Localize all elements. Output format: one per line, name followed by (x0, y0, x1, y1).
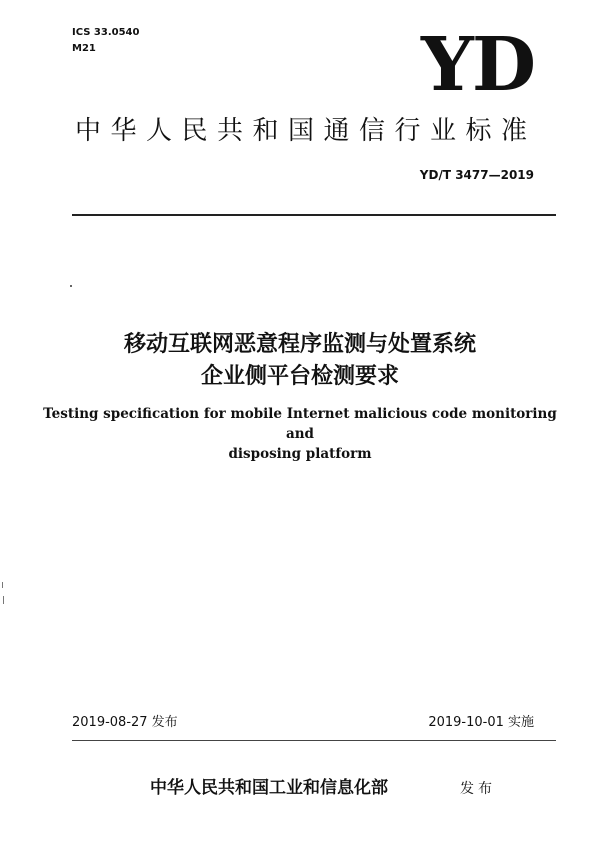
scan-speck (70, 285, 72, 287)
standard-number: YD/T 3477—2019 (419, 168, 534, 182)
yd-logo: YD (421, 22, 534, 108)
issue-label: 发布 (460, 781, 496, 797)
ics-code: ICS 33.0540 (72, 27, 140, 38)
english-title-line2: disposing platform (228, 446, 372, 462)
ccs-code: M21 (72, 43, 96, 54)
chinese-title (0, 330, 600, 392)
english-title (40, 404, 560, 464)
chinese-title-line1: 移动互联网恶意程序监测与处置系统 (123, 332, 476, 357)
header-divider (72, 214, 556, 216)
scan-edge-mark (3, 596, 4, 604)
implement-date: 2019-10-01 实施 (428, 715, 534, 730)
publish-date: 2019-08-27 发布 (72, 715, 178, 730)
english-title-line1: Testing specification for mobile Internet malicious code monitoring and (43, 406, 557, 442)
issuing-authority: 中华人民共和国工业和信息化部 (150, 778, 388, 798)
standard-category-title: 中华人民共和国通信行业标准 (75, 116, 537, 146)
scan-edge-mark (2, 582, 3, 588)
chinese-title-line2: 企业侧平台检测要求 (200, 364, 399, 389)
footer-divider (72, 740, 556, 741)
